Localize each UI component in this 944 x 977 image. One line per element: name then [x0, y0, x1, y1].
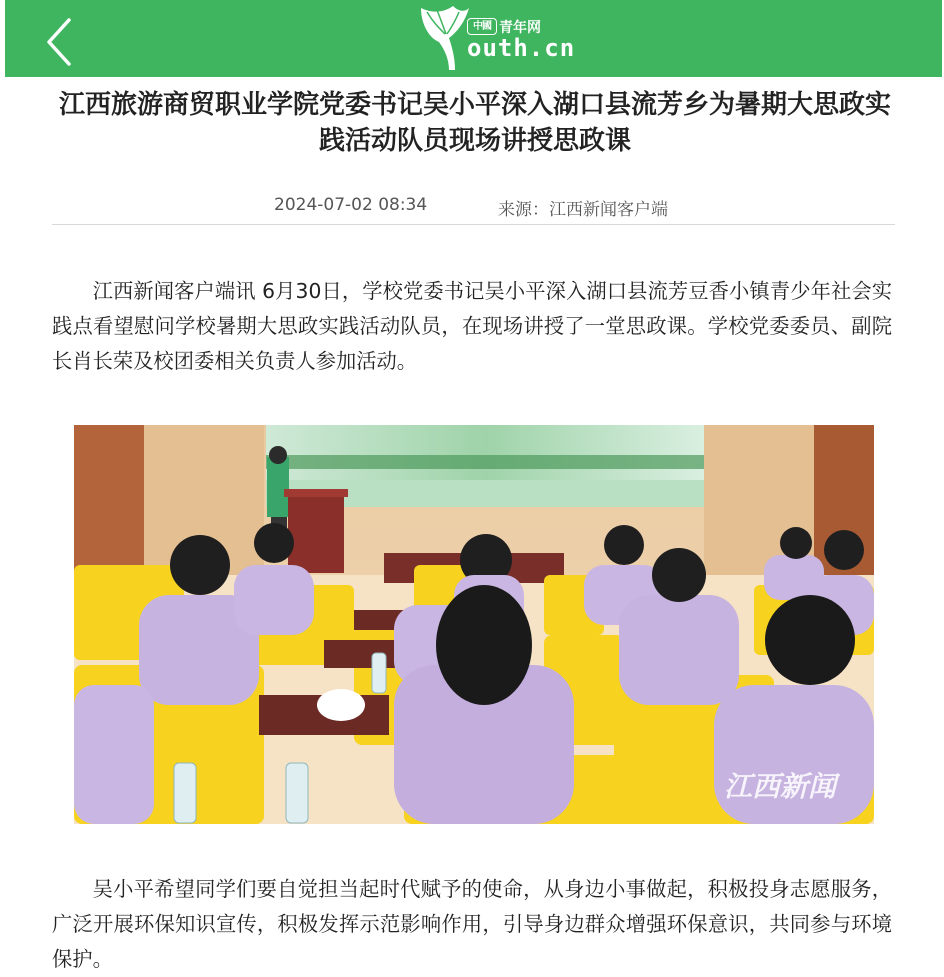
site-logo[interactable]: [415, 4, 576, 74]
article-source: 来源：江西新闻客户端: [498, 200, 668, 220]
publish-time: 2024-07-02 08:34: [274, 195, 428, 215]
article-title: 江西旅游商贸职业学院党委书记吴小平深入湖口县流芳乡为暑期大思政实践活动队员现场讲授思政课: [58, 90, 891, 156]
photo-watermark: 江西新闻: [724, 770, 837, 803]
top-bar: [5, 0, 942, 77]
article-paragraph: 吴小平希望同学们要自觉担当起时代赋予的使命，从身边小事做起，积极投身志愿服务，广泛开展环保知识宣传，积极发挥示范影响作用，引导身边群众增强环保意识，共同参与环境保护。: [52, 877, 892, 971]
logo-badge: 中國: [467, 18, 497, 35]
article-photo[interactable]: [74, 425, 874, 824]
meta-divider: [52, 224, 895, 225]
logo-chinese-text: 青年网: [499, 20, 541, 36]
back-button[interactable]: [41, 14, 85, 70]
article-meta: [52, 192, 895, 224]
logo-english-text: outh.cn: [467, 34, 576, 62]
article-paragraph: 江西新闻客户端讯 6月30日，学校党委书记吴小平深入湖口县流芳豆香小镇青少年社会实践点看望慰问学校暑期大思政实践活动队员，在现场讲授了一堂思政课。学校党委委员、副院长肖长荣及校团委相关负责人参加活动。: [52, 279, 892, 373]
chevron-left-icon: [41, 14, 85, 70]
